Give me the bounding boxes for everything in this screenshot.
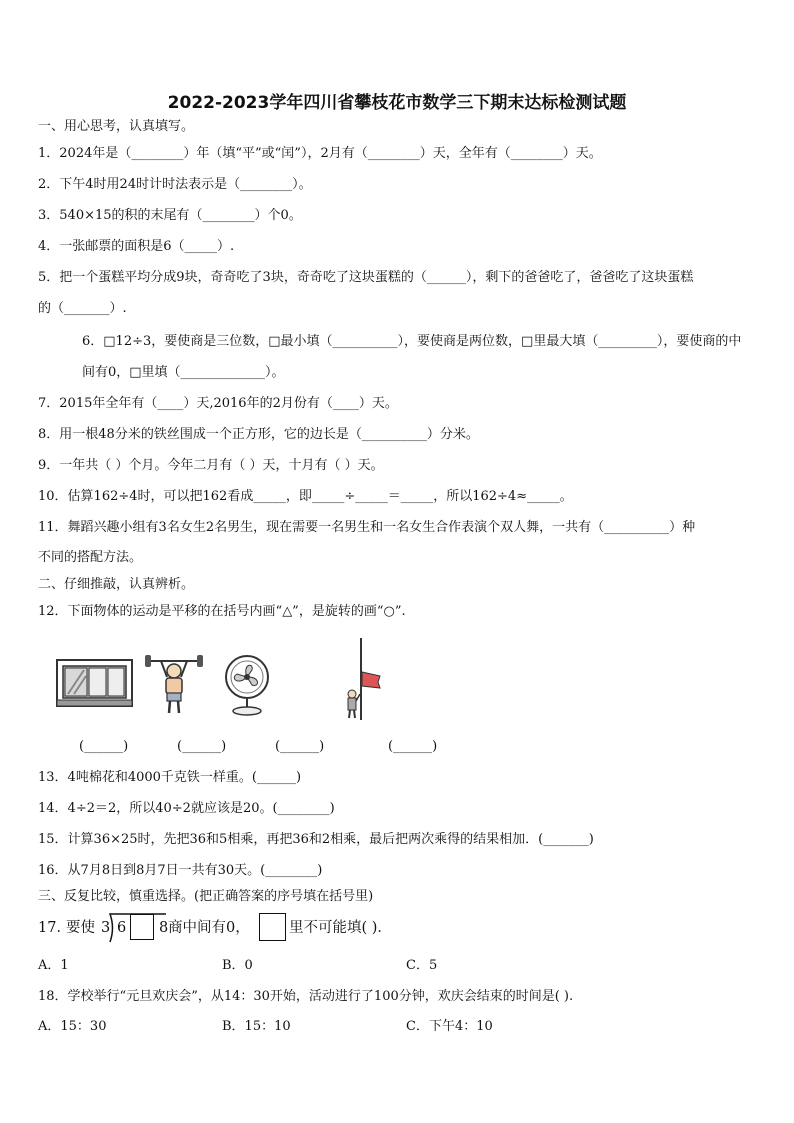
- question-1: 1．2024年是（________）年（填“平”或“闰”），2月有（________）天，全年有（________）天。: [38, 146, 602, 161]
- q17-option-c: C．5: [406, 958, 438, 973]
- window-icon: [56, 658, 134, 708]
- question-3: 3．540×15的积的末尾有（________）个0。: [38, 208, 302, 223]
- q12-blank-2: (______): [177, 739, 227, 754]
- q17-option-b: B．0: [222, 958, 253, 973]
- page-title: 2022-2023学年四川省攀枝花市数学三下期末达标检测试题: [167, 93, 627, 113]
- answer-blank-box: [259, 913, 286, 941]
- question-15: 15．计算36×25时，先把36和5相乘，再把36和2相乘，最后把两次乘得的结果相加．(_______): [38, 832, 594, 847]
- question-14: 14．4÷2＝2，所以40÷2就应该是20。(________): [38, 801, 335, 816]
- q12-blank-4: (______): [388, 739, 438, 754]
- electric-fan-icon: [222, 654, 272, 716]
- question-11-line-1: 11．舞蹈兴趣小组有3名女生2名男生，现在需要一名男生和一名女生合作表演个双人舞，一共有（__________）种: [38, 520, 696, 535]
- dividend-digit-3: 8: [159, 920, 169, 936]
- q18-option-c: C．下午4：10: [406, 1019, 493, 1034]
- q12-blank-3: (______): [275, 739, 325, 754]
- q17-option-a: A．1: [38, 958, 69, 973]
- section-1-heading: 一、用心思考，认真填写。: [38, 119, 195, 134]
- question-8: 8．用一根48分米的铁丝围成一个正方形，它的边长是（__________）分米。: [38, 427, 479, 442]
- question-10: 10．估算162÷4时，可以把162看成_____，即_____÷_____＝_____，所以162÷4≈_____。: [38, 489, 573, 504]
- question-17-text-2: 商中间有0，: [168, 920, 250, 936]
- question-18: 18．学校举行“元旦欢庆会”，从14：30开始，活动进行了100分钟，欢庆会结束的时间是( ).: [38, 989, 574, 1004]
- section-2-heading: 二、仔细推敲，认真辨析。: [38, 577, 195, 592]
- question-6-line-2: 间有0，□里填（_____________）。: [82, 365, 285, 380]
- section-3-heading: 三、反复比较，慎重选择。(把正确答案的序号填在括号里): [38, 889, 374, 904]
- question-7: 7．2015年全年有（____）天,2016年的2月份有（____）天。: [38, 396, 398, 411]
- question-5-line-1: 5．把一个蛋糕平均分成9块，奇奇吃了3块，奇奇吃了这块蛋糕的（______），剩下的爸爸吃了，爸爸吃了这块蛋糕: [38, 270, 694, 285]
- question-17-text-1: 要使: [66, 920, 95, 936]
- weightlifter-icon: [143, 653, 205, 717]
- question-16: 16．从7月8日到8月7日一共有30天。(________): [38, 863, 323, 878]
- question-12: 12．下面物体的运动是平移的在括号内画“△”，是旋转的画“○”.: [38, 604, 406, 619]
- q18-option-a: A．15：30: [38, 1019, 107, 1034]
- question-6-line-1: 6．□12÷3，要使商是三位数，□最小填（__________），要使商是两位数，□里最大填（_________），要使商的中: [82, 334, 742, 349]
- divisor-digit: 3: [101, 920, 111, 936]
- q12-blank-1: (______): [79, 739, 129, 754]
- q18-option-b: B．15：10: [222, 1019, 291, 1034]
- question-17-number: 17．: [38, 920, 71, 936]
- question-11-line-2: 不同的搭配方法。: [38, 550, 143, 565]
- question-13: 13．4吨棉花和4000千克铁一样重。(______): [38, 770, 302, 785]
- question-17-text-3: 里不可能填( )．: [289, 920, 392, 936]
- question-5-line-2: 的（_______）.: [38, 301, 127, 316]
- dividend-digit-1: 6: [117, 920, 127, 936]
- question-4: 4．一张邮票的面积是6（_____）.: [38, 239, 235, 254]
- question-9: 9．一年共（ ）个月。今年二月有（ ）天，十月有（ ）天。: [38, 458, 384, 473]
- dividend-blank-box: [130, 914, 154, 940]
- question-2: 2．下午4时用24时计时法表示是（________）。: [38, 177, 312, 192]
- flag-raising-icon: [342, 636, 384, 722]
